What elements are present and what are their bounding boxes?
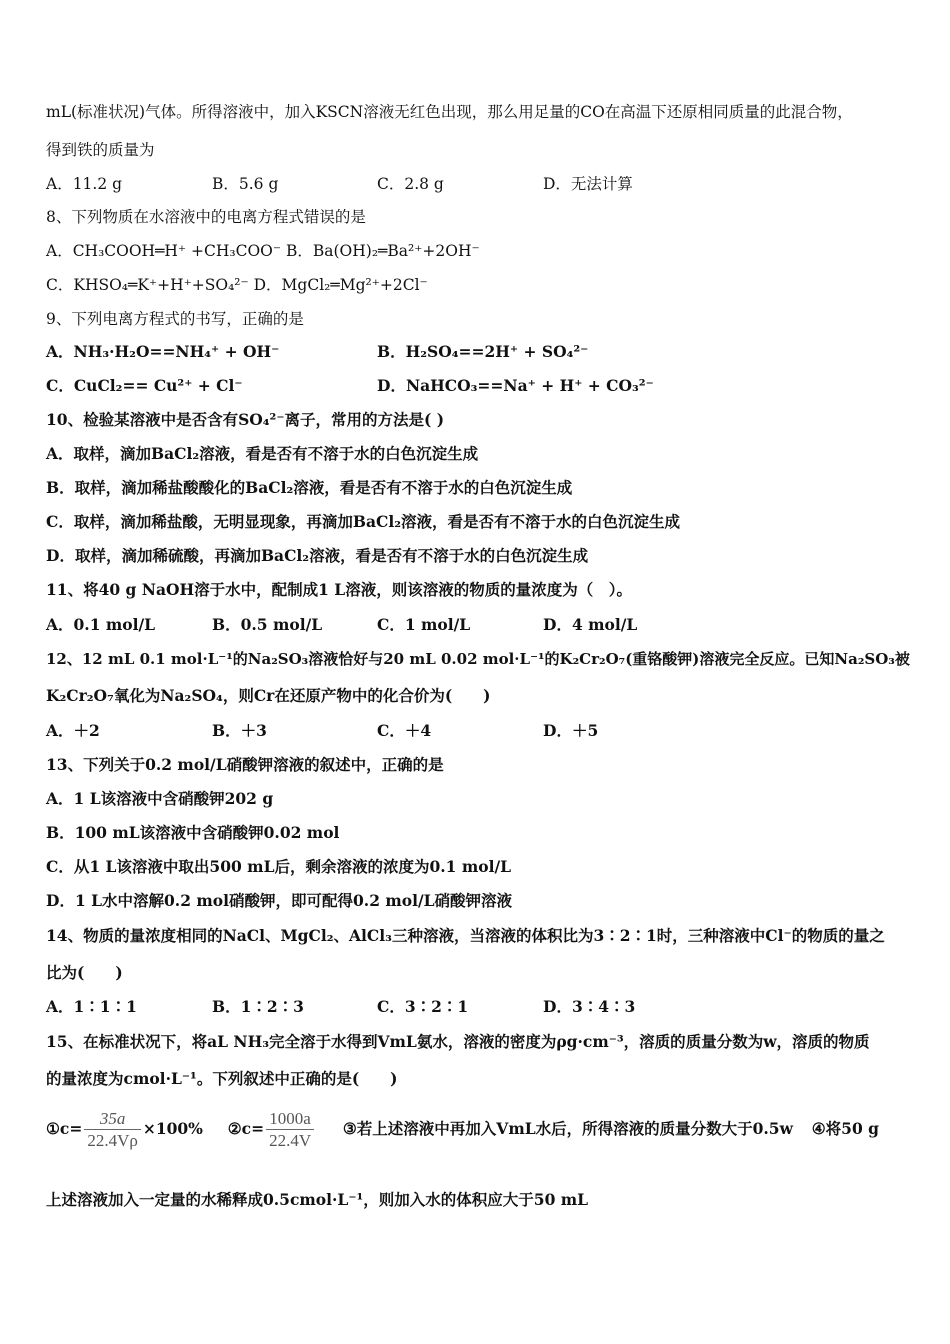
q15-text-line4: 上述溶液加入一定量的水稀释成0.5cmol·L⁻¹，则加入水的体积应大于50 mL <box>46 1190 589 1209</box>
q15-item1-suffix: ×100% <box>142 1119 203 1138</box>
q15-item4: ④将50 g <box>811 1119 879 1138</box>
q10-option-a: A．取样，滴加BaCl₂溶液，看是否有不溶于水的白色沉淀生成 <box>46 444 479 463</box>
q15-item1-prefix: ①c= <box>46 1119 83 1138</box>
q9-option-a: A．NH₃·H₂O==NH₄⁺ + OH⁻ <box>46 342 280 361</box>
q10-option-d: D．取样，滴加稀硫酸，再滴加BaCl₂溶液，看是否有不溶于水的白色沉淀生成 <box>46 546 589 565</box>
q7-option-b: B．5.6 g <box>212 175 279 193</box>
q12-option-d: D．＋5 <box>543 721 599 740</box>
q10-option-b: B．取样，滴加稀盐酸酸化的BaCl₂溶液，看是否有不溶于水的白色沉淀生成 <box>46 478 573 497</box>
q10-option-c: C．取样，滴加稀盐酸，无明显现象，再滴加BaCl₂溶液，看是否有不溶于水的白色沉淀生成 <box>46 512 680 531</box>
q12-option-a: A．＋2 <box>46 721 100 740</box>
q15-item2-prefix: ②c= <box>227 1119 265 1138</box>
q9-stem: 9、下列电离方程式的书写，正确的是 <box>46 310 304 328</box>
q10-stem: 10、检验某溶液中是否含有SO₄²⁻离子，常用的方法是( ) <box>46 410 445 429</box>
q13-option-b: B．100 mL该溶液中含硝酸钾0.02 mol <box>46 823 340 842</box>
q15-text-line1: 15、在标准状况下，将aL NH₃完全溶于水得到VmL氨水，溶液的密度为ρg·cm⁻³，溶质的质量分数为w，溶质的物质 <box>46 1032 870 1051</box>
q8-options-row2: C．KHSO₄═K⁺+H⁺+SO₄²⁻ D．MgCl₂═Mg²⁺+2Cl⁻ <box>46 276 428 294</box>
q15-item1-numerator: 35a <box>84 1109 141 1130</box>
q11-option-b: B．0.5 mol/L <box>212 615 323 634</box>
q13-option-d: D．1 L水中溶解0.2 mol硝酸钾，即可配得0.2 mol/L硝酸钾溶液 <box>46 891 513 910</box>
q13-option-c: C．从1 L该溶液中取出500 mL后，剩余溶液的浓度为0.1 mol/L <box>46 857 512 876</box>
q9-option-d: D．NaHCO₃==Na⁺ + H⁺ + CO₃²⁻ <box>377 376 654 395</box>
q14-option-d: D．3∶4∶3 <box>543 997 636 1016</box>
q13-stem: 13、下列关于0.2 mol/L硝酸钾溶液的叙述中，正确的是 <box>46 755 444 774</box>
q8-stem: 8、下列物质在水溶液中的电离方程式错误的是 <box>46 208 366 226</box>
q7-text-line2: 得到铁的质量为 <box>46 141 155 159</box>
q14-text-line1: 14、物质的量浓度相同的NaCl、MgCl₂、AlCl₃三种溶液，当溶液的体积比为3∶2∶1时，三种溶液中Cl⁻的物质的量之 <box>46 926 885 945</box>
q8-options-row1: A．CH₃COOH═H⁺ +CH₃COO⁻ B．Ba(OH)₂═Ba²⁺+2OH⁻ <box>46 242 480 260</box>
q11-option-a: A．0.1 mol/L <box>46 615 156 634</box>
q15-item2-denominator: 22.4V <box>269 1130 312 1150</box>
q12-option-c: C．＋4 <box>377 721 432 740</box>
q13-option-a: A．1 L该溶液中含硝酸钾202 g <box>46 789 274 808</box>
q15-item2-numerator: 1000a <box>266 1109 314 1130</box>
q15-item3: ③若上述溶液中再加入VmL水后，所得溶液的质量分数大于0.5w <box>342 1119 793 1138</box>
q15-item1-denominator: 22.4Vρ <box>87 1130 138 1150</box>
q7-option-d: D．无法计算 <box>543 175 633 193</box>
q12-option-b: B．＋3 <box>212 721 267 740</box>
q9-option-c: C．CuCl₂== Cu²⁺ + Cl⁻ <box>46 376 243 395</box>
q14-option-c: C．3∶2∶1 <box>377 997 469 1016</box>
q7-text-line1: mL(标准状况)气体。所得溶液中，加入KSCN溶液无红色出现，那么用足量的CO在高温下还原相同质量的此混合物， <box>46 103 853 121</box>
q15-item1-fraction <box>84 1109 141 1152</box>
q7-option-a: A．11.2 g <box>46 175 123 193</box>
q14-option-b: B．1∶2∶3 <box>212 997 304 1016</box>
q9-option-b: B．H₂SO₄==2H⁺ + SO₄²⁻ <box>377 342 589 361</box>
q12-text-line1: 12、12 mL 0.1 mol·L⁻¹的Na₂SO₃溶液恰好与20 mL 0.02 mol·L⁻¹的K₂Cr₂O₇(重铬酸钾)溶液完全反应。已知Na₂SO₃被 <box>46 650 910 668</box>
q15-text-line2: 的量浓度为cmol·L⁻¹。下列叙述中正确的是( ) <box>46 1069 398 1088</box>
q11-option-d: D．4 mol/L <box>543 615 638 634</box>
q11-option-c: C．1 mol/L <box>377 615 471 634</box>
q11-stem: 11、将40 g NaOH溶于水中，配制成1 L溶液，则该溶液的物质的量浓度为（ ）。 <box>46 580 632 599</box>
q15-item2-fraction <box>266 1109 314 1152</box>
q15-statements-row <box>46 1104 879 1154</box>
q7-option-c: C．2.8 g <box>377 175 444 193</box>
q12-text-line2: K₂Cr₂O₇氧化为Na₂SO₄，则Cr在还原产物中的化合价为( ) <box>46 686 491 705</box>
q14-option-a: A．1∶1∶1 <box>46 997 137 1016</box>
q14-text-line2: 比为( ) <box>46 963 123 982</box>
